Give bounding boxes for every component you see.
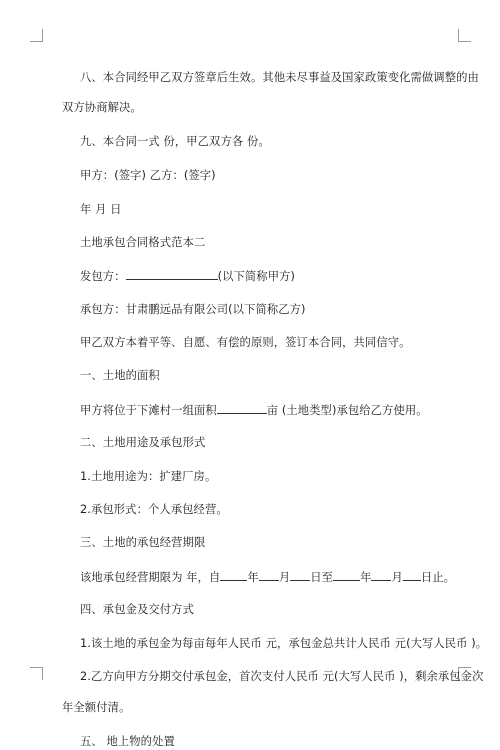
crop-mark-top-right — [458, 29, 471, 42]
term-to: 日至 — [310, 571, 334, 584]
end-year-blank — [333, 569, 360, 581]
preamble: 甲乙双方本着平等、自愿、有偿的原则，签订本合同，共同信守。 — [80, 336, 411, 349]
end-day-blank — [403, 569, 421, 581]
land-use: 1.土地用途为：扩建厂房。 — [80, 470, 217, 483]
term-month-2: 月 — [391, 571, 403, 584]
section-4-heading: 四、承包金及交付方式 — [80, 603, 194, 616]
lessor-blank — [126, 268, 218, 280]
start-day-blank — [290, 569, 310, 581]
section-3-heading: 三、土地的承包经营期限 — [80, 536, 206, 549]
area-blank — [217, 402, 267, 414]
contract-form: 2.承包形式：个人承包经营。 — [80, 503, 228, 516]
payment-installment-line-2: 年全额付清。 — [62, 701, 131, 714]
section-2-heading: 二、土地用途及承包形式 — [80, 436, 206, 449]
area-line — [80, 402, 428, 419]
term-end: 日止。 — [420, 571, 456, 584]
term-year-1: 年 — [247, 571, 259, 584]
start-year-blank — [220, 569, 247, 581]
term-month-1: 月 — [278, 571, 291, 584]
area-text-1: 甲方将位于下滩村一组面积 — [80, 404, 217, 417]
start-month-blank — [259, 569, 279, 581]
term-line — [80, 569, 455, 586]
lessor-line — [80, 268, 295, 285]
term-text-1: 该地承包经营期限为 年，自 — [80, 571, 221, 584]
lessor-label: 发包方： — [80, 270, 126, 283]
clause-9: 九、本合同一式 份，甲乙双方各 份。 — [80, 135, 270, 148]
area-text-2: 亩 (土地类型)承包给乙方使用。 — [266, 404, 428, 417]
section-1-heading: 一、土地的面积 — [80, 369, 160, 382]
clause-8-line-2: 双方协商解决。 — [62, 101, 142, 114]
template-title: 土地承包合同格式范本二 — [80, 236, 206, 249]
signature-line: 甲方：(签字) 乙方：(签字) — [80, 169, 216, 182]
lessor-suffix: (以下简称甲方) — [217, 270, 295, 283]
payment-installment-line-1: 2.乙方向甲方分期交付承包金，首次支付人民币 元(大写人民币 )，剩余承包金次 — [80, 670, 484, 683]
section-5-heading: 五、 地上物的处置 — [80, 735, 175, 748]
crop-mark-bottom-left — [30, 667, 43, 680]
date-line: 年 月 日 — [80, 203, 122, 216]
lessee-line: 承包方：甘肃鹏远品有限公司(以下简称乙方) — [80, 303, 306, 316]
term-year-2: 年 — [360, 571, 372, 584]
crop-mark-top-left — [30, 29, 43, 42]
clause-8-line-1: 八、本合同经甲乙双方签章后生效。其他未尽事益及国家政策变化需做调整的由 — [80, 71, 479, 84]
end-month-blank — [371, 569, 391, 581]
payment-amount: 1.该土地的承包金为每亩每年人民币 元，承包金总共计人民币 元(大写人民币 )。 — [80, 637, 488, 650]
